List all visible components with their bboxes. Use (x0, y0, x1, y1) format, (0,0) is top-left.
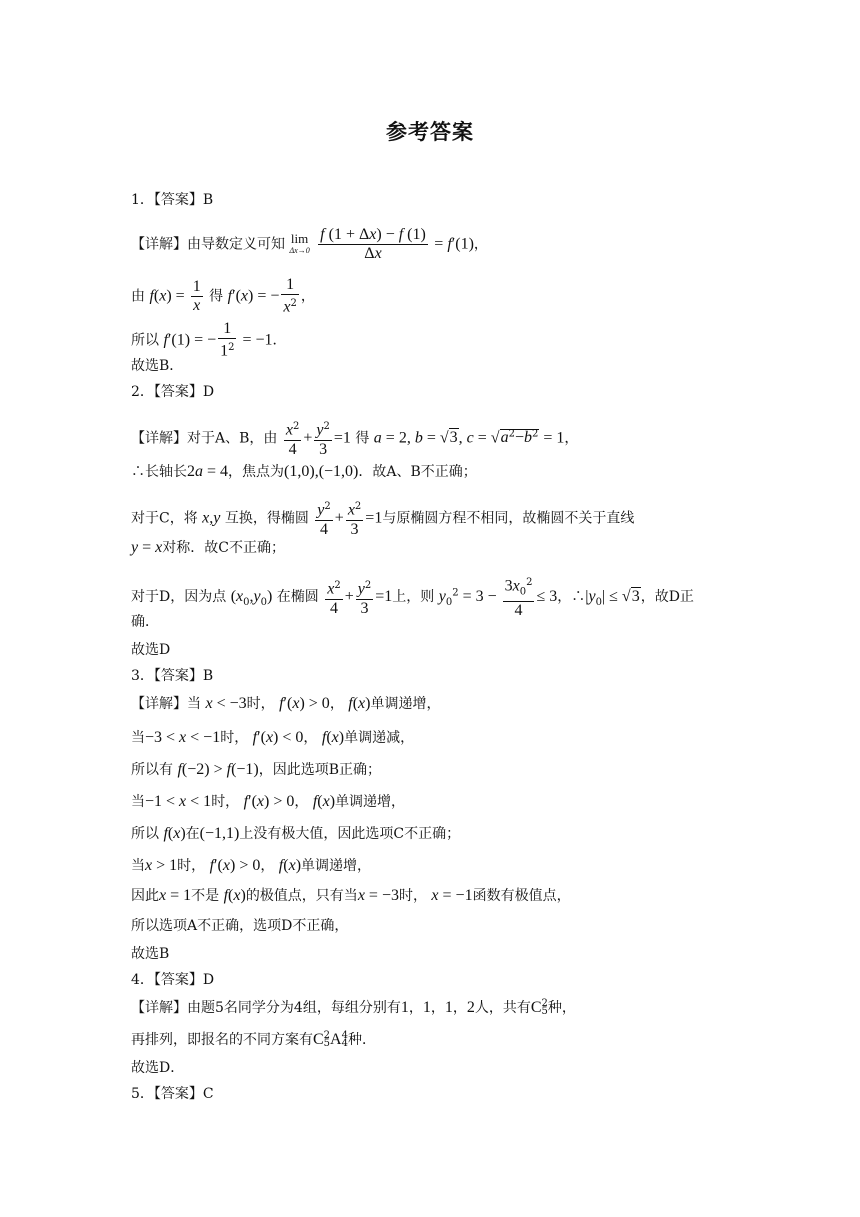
q4-answer: 4．【答案】D (131, 972, 215, 988)
q3-answer: 3．【答案】B (131, 668, 214, 684)
q2-line-4: 对于C，将 x,y 互换，得椭圆 $\frac{y^2}{4}$ + $\frac{x^2}{3}$ =1与原椭圆方程不相同，故椭圆不关于直线 (131, 498, 634, 539)
q3-line-2: 【详解】当 x < −3时， f′(x) > 0， f(x)单调递增， (131, 695, 441, 712)
q1-detail-line: 【详解】由导数定义可知 lim Δx→0 $\frac{f (1 + \Delta x) - f (1)}{\Delta x}$ = f′(1)， (131, 226, 488, 262)
q2-line-3: ∴长轴长2a = 4，焦点为(1,0),(−1,0)．故A、B不正确； (131, 463, 477, 480)
q1-choose: 故选B． (131, 358, 184, 374)
q3-choose: 故选B (131, 946, 170, 962)
q4-line-3: 再排列，即报名的不同方案有C 2 5 A 4 4 种． (131, 1030, 376, 1049)
q2-answer: 2．【答案】D (131, 384, 215, 400)
q1-answer: 1．【答案】B (131, 192, 214, 208)
q2-line-6: 对于D，因为点 $(x_0,y_0)$ 在椭圆 $\frac{x^2}{4}$ + $\frac{y^2}{3}$ =1上，则 $y_0^2 = 3$ − $\frac{3x_0^2}{4}$ ≤ 3，$\therefore|y_0| \le √3$，故D正 (131, 574, 694, 620)
q3-line-4: 所以有 f(−2) > f(−1)，因此选项B正确； (131, 761, 382, 778)
q1-line-3: 由 f(x) = $\frac{1}{x}$ 得 f′(x) = − $\frac{1}{x^2}$ ， (131, 276, 315, 316)
q2-choose: 故选D (131, 642, 171, 658)
q5-answer: 5．【答案】C (131, 1086, 214, 1102)
page-title: 参考答案 (386, 120, 474, 144)
q1-line-4: 所以 f′(1) = − $\frac{1}{1^2}$ = −1． (131, 320, 287, 360)
q3-line-6: 所以 f(x)在(−1,1)上没有极大值，因此选项C不正确； (131, 825, 461, 842)
q3-line-8: 因此x = 1不是 f(x)的极值点，只有当x = −3时， x = −1函数有极值点， (131, 887, 571, 904)
q3-line-7: 当x > 1时， f′(x) > 0， f(x)单调递增， (131, 857, 372, 874)
q1-detail-prefix: 【详解】由导数定义可知 (131, 236, 285, 253)
q4-choose: 故选D． (131, 1060, 185, 1076)
limit-operator: lim Δx→0 (289, 230, 310, 255)
q3-line-5: 当−1 < x < 1时， f′(x) > 0， f(x)单调递增， (131, 793, 406, 810)
derivative-fraction: $\frac{f (1 + \Delta x) - f (1)}{\Delta x}$ (320, 226, 426, 262)
q2-line-7: 确． (131, 614, 159, 630)
q4-line-2: 【详解】由题5名同学分为4组，每组分别有1，1，1，2人，共有C 2 5 种， (131, 998, 576, 1017)
q2-line-5: y = x对称．故C不正确； (131, 539, 285, 556)
q3-line-9: 所以选项A不正确，选项D不正确， (131, 918, 349, 934)
q3-line-3: 当−3 < x < −1时， f′(x) < 0， f(x)单调递减， (131, 729, 415, 746)
q2-detail-line: 【详解】对于A、B，由 $\frac{x^2}{4}$ + $\frac{y^2}{3}$ =1 得 a = 2, b = √3, $c = √a^2-b^2 = 1$， (131, 418, 578, 459)
